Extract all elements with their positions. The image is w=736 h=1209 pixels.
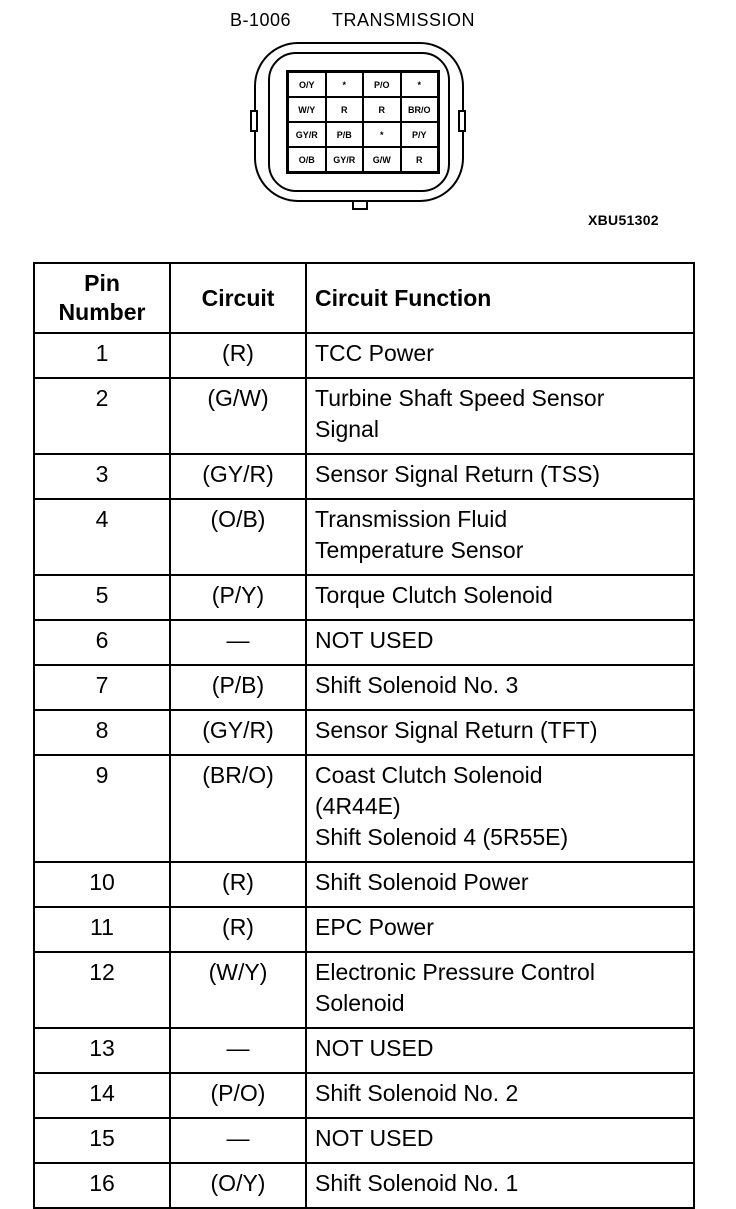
table-row	[34, 620, 694, 665]
circuit-cell: (W/Y)	[170, 952, 306, 1028]
circuit-cell: (O/Y)	[170, 1163, 306, 1208]
connector-pin: O/B	[288, 147, 326, 172]
circuit-function-cell	[306, 620, 694, 665]
header-pin-number	[34, 263, 170, 333]
circuit-function-cell	[306, 333, 694, 378]
connector-pin: R	[401, 147, 439, 172]
connector-pin: G/W	[363, 147, 401, 172]
circuit-function-line: Shift Solenoid No. 3	[315, 672, 519, 698]
pin-number-cell: 2	[34, 378, 170, 454]
circuit-function-line: Solenoid	[315, 990, 405, 1016]
table-row	[34, 862, 694, 907]
circuit-function-line: TCC Power	[315, 340, 434, 366]
circuit-function-line: EPC Power	[315, 914, 434, 940]
header-pin-number-line: Number	[58, 299, 146, 325]
table-row	[34, 333, 694, 378]
pinout-table	[33, 262, 695, 1209]
table-row	[34, 952, 694, 1028]
connector-right-latch	[458, 110, 466, 132]
pin-number-cell: 15	[34, 1118, 170, 1163]
circuit-function-line: NOT USED	[315, 1035, 434, 1061]
circuit-function-cell	[306, 862, 694, 907]
connector-pin: P/B	[326, 122, 364, 147]
circuit-function-line: Signal	[315, 416, 379, 442]
circuit-function-cell	[306, 454, 694, 499]
circuit-function-cell	[306, 1028, 694, 1073]
pin-number-cell: 7	[34, 665, 170, 710]
connector-pin: W/Y	[288, 97, 326, 122]
pin-number-cell: 16	[34, 1163, 170, 1208]
circuit-function-line: NOT USED	[315, 1125, 434, 1151]
header-pin-number-line: Pin	[84, 270, 120, 296]
circuit-function-cell	[306, 907, 694, 952]
pin-number-cell: 14	[34, 1073, 170, 1118]
circuit-function-line: Transmission Fluid	[315, 506, 508, 532]
pin-number-cell: 4	[34, 499, 170, 575]
table-row	[34, 755, 694, 862]
circuit-cell: (R)	[170, 907, 306, 952]
circuit-function-cell	[306, 1163, 694, 1208]
pin-number-cell: 3	[34, 454, 170, 499]
circuit-cell: (BR/O)	[170, 755, 306, 862]
circuit-cell: (GY/R)	[170, 454, 306, 499]
connector-pin: O/Y	[288, 72, 326, 97]
connector-pin-grid	[286, 70, 440, 174]
circuit-cell: (R)	[170, 862, 306, 907]
circuit-function-line: Coast Clutch Solenoid	[315, 762, 543, 788]
circuit-cell: (R)	[170, 333, 306, 378]
connector-pin: GY/R	[288, 122, 326, 147]
header-circuit-function: Circuit Function	[306, 263, 694, 333]
pin-number-cell: 12	[34, 952, 170, 1028]
circuit-function-line: Shift Solenoid No. 2	[315, 1080, 519, 1106]
circuit-function-line: (4R44E)	[315, 793, 401, 819]
pin-number-cell: 11	[34, 907, 170, 952]
connector-key	[352, 200, 368, 210]
pin-number-cell: 10	[34, 862, 170, 907]
pin-number-cell: 1	[34, 333, 170, 378]
connector-pin: P/Y	[401, 122, 439, 147]
circuit-function-line: Shift Solenoid No. 1	[315, 1170, 519, 1196]
table-row	[34, 1118, 694, 1163]
circuit-function-line: Turbine Shaft Speed Sensor	[315, 385, 605, 411]
circuit-cell: (G/W)	[170, 378, 306, 454]
connector-diagram	[250, 42, 472, 210]
table-row	[34, 665, 694, 710]
connector-pin: *	[401, 72, 439, 97]
circuit-function-cell	[306, 665, 694, 710]
circuit-cell: (P/O)	[170, 1073, 306, 1118]
connector-pin: R	[363, 97, 401, 122]
connector-pin: P/O	[363, 72, 401, 97]
table-row	[34, 1073, 694, 1118]
circuit-function-line: Shift Solenoid Power	[315, 869, 529, 895]
circuit-cell: —	[170, 1028, 306, 1073]
table-row	[34, 710, 694, 755]
circuit-cell: (P/Y)	[170, 575, 306, 620]
circuit-cell: —	[170, 620, 306, 665]
circuit-function-cell	[306, 710, 694, 755]
connector-code: B-1006	[230, 10, 292, 30]
circuit-function-line: Sensor Signal Return (TFT)	[315, 717, 598, 743]
circuit-function-line: Shift Solenoid 4 (5R55E)	[315, 824, 569, 850]
header-circuit: Circuit	[170, 263, 306, 333]
circuit-function-cell	[306, 575, 694, 620]
pin-number-cell: 5	[34, 575, 170, 620]
connector-left-latch	[250, 110, 258, 132]
circuit-function-cell	[306, 1073, 694, 1118]
connector-pin: *	[363, 122, 401, 147]
table-row	[34, 575, 694, 620]
table-row	[34, 454, 694, 499]
table-header-row	[34, 263, 694, 333]
connector-pin: GY/R	[326, 147, 364, 172]
circuit-function-line: Torque Clutch Solenoid	[315, 582, 553, 608]
table-row	[34, 1163, 694, 1208]
pin-number-cell: 8	[34, 710, 170, 755]
circuit-function-cell	[306, 1118, 694, 1163]
circuit-function-line: Sensor Signal Return (TSS)	[315, 461, 601, 487]
circuit-cell: —	[170, 1118, 306, 1163]
pin-number-cell: 9	[34, 755, 170, 862]
circuit-function-line: Electronic Pressure Control	[315, 959, 595, 985]
circuit-cell: (O/B)	[170, 499, 306, 575]
circuit-function-line: NOT USED	[315, 627, 434, 653]
connector-pin: BR/O	[401, 97, 439, 122]
pin-number-cell: 13	[34, 1028, 170, 1073]
connector-pin: R	[326, 97, 364, 122]
table-row	[34, 499, 694, 575]
table-row	[34, 1028, 694, 1073]
table-row	[34, 907, 694, 952]
circuit-function-cell	[306, 499, 694, 575]
circuit-cell: (GY/R)	[170, 710, 306, 755]
circuit-function-cell	[306, 378, 694, 454]
pin-number-cell: 6	[34, 620, 170, 665]
circuit-function-cell	[306, 952, 694, 1028]
figure-reference: XBU51302	[588, 212, 659, 228]
connector-name: TRANSMISSION	[332, 10, 476, 30]
connector-pin: *	[326, 72, 364, 97]
circuit-function-line: Temperature Sensor	[315, 537, 524, 563]
table-row	[34, 378, 694, 454]
circuit-cell: (P/B)	[170, 665, 306, 710]
circuit-function-cell	[306, 755, 694, 862]
